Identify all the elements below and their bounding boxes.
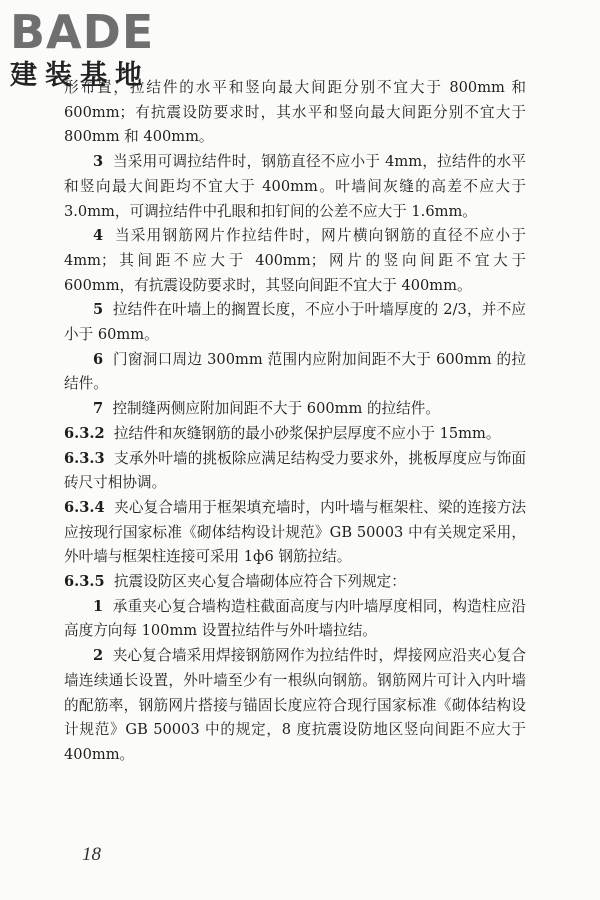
document-body: [64, 76, 526, 768]
section-text: 拉结件和灰缝钢筋的最小砂浆保护层厚度不应小于 15mm。: [113, 424, 501, 442]
clause-item-3: [64, 150, 526, 224]
page-number: 18: [82, 844, 101, 865]
clause-number: 7: [93, 400, 104, 418]
section-6-3-5: [64, 570, 526, 595]
paragraph-text: 形布置，拉结件的水平和竖向最大间距分别不宜大于 800mm 和 600mm；有抗震设防要求时，其水平和竖向最大间距分别不宜大于 800mm 和 400mm。: [64, 79, 526, 146]
section-text: 支承外叶墙的挑板除应满足结构受力要求外，挑板厚度应与饰面砖尺寸相协调。: [64, 449, 526, 492]
clause-text: 拉结件在叶墙上的搁置长度，不应小于叶墙厚度的 2/3，并不应小于 60mm。: [64, 301, 526, 344]
clause-number: 1: [93, 597, 104, 615]
section-number: 6.3.3: [64, 449, 105, 467]
section-number: 6.3.5: [64, 573, 105, 591]
section-6-3-2: [64, 422, 526, 447]
clause-item-4: [64, 224, 526, 298]
clause-number: 6: [93, 350, 104, 368]
logo-subtitle: 建装基地: [10, 60, 150, 91]
section-6-3-4: [64, 496, 526, 570]
logo-wordmark: BADE: [10, 5, 155, 59]
clause-number: 5: [93, 301, 104, 319]
clause-item-2: [64, 644, 526, 768]
clause-text: 门窗洞口周边 300mm 范围内应附加间距不大于 600mm 的拉结件。: [64, 350, 527, 393]
section-text: 抗震设防区夹心复合墙砌体应符合下列规定：: [113, 573, 406, 591]
clause-text: 承重夹心复合墙构造柱截面高度与内叶墙厚度相同，构造柱应沿高度方向每 100mm 设置拉结件与外叶墙拉结。: [64, 597, 526, 640]
clause-number: 3: [93, 153, 104, 171]
paragraph-continuation: [64, 76, 526, 150]
clause-item-5: [64, 298, 526, 347]
clause-number: 4: [93, 227, 104, 245]
clause-item-7: [64, 397, 526, 422]
clause-text: 当采用可调拉结件时，钢筋直径不应小于 4mm，拉结件的水平和竖向最大间距均不宜大于 400mm。叶墙间灰缝的高差不应大于 3.0mm，可调拉结件中孔眼和扣钉间的公差不应大于 1.6mm。: [64, 153, 527, 220]
clause-text: 控制缝两侧应附加间距不大于 600mm 的拉结件。: [112, 400, 440, 418]
clause-item-6: [64, 348, 526, 397]
clause-number: 2: [93, 647, 104, 665]
clause-text: 夹心复合墙采用焊接钢筋网作为拉结件时，焊接网应沿夹心复合墙连续通长设置，外叶墙至少有一根纵向钢筋。钢筋网片可计入内叶墙的配筋率，钢筋网片搭接与锚固长度应符合现行国家标准《砌体结构设计规范》GB 50003 中的规定，8 度抗震设防地区竖向间距不应大于 400mm。: [64, 647, 526, 763]
section-6-3-3: [64, 447, 526, 496]
clause-item-1: [64, 595, 526, 644]
section-number: 6.3.2: [64, 424, 105, 442]
clause-text: 当采用钢筋网片作拉结件时，网片横向钢筋的直径不应小于 4mm；其间距不应大于 400mm；网片的竖向间距不宜大于 600mm，有抗震设防要求时，其竖向间距不宜大于 400mm。: [64, 227, 526, 294]
section-text: 夹心复合墙用于框架填充墙时，内叶墙与框架柱、梁的连接方法应按现行国家标准《砌体结构设计规范》GB 50003 中有关规定采用，外叶墙与框架柱连接可采用 1ф6 钢筋拉结。: [64, 498, 526, 566]
section-number: 6.3.4: [64, 498, 105, 516]
